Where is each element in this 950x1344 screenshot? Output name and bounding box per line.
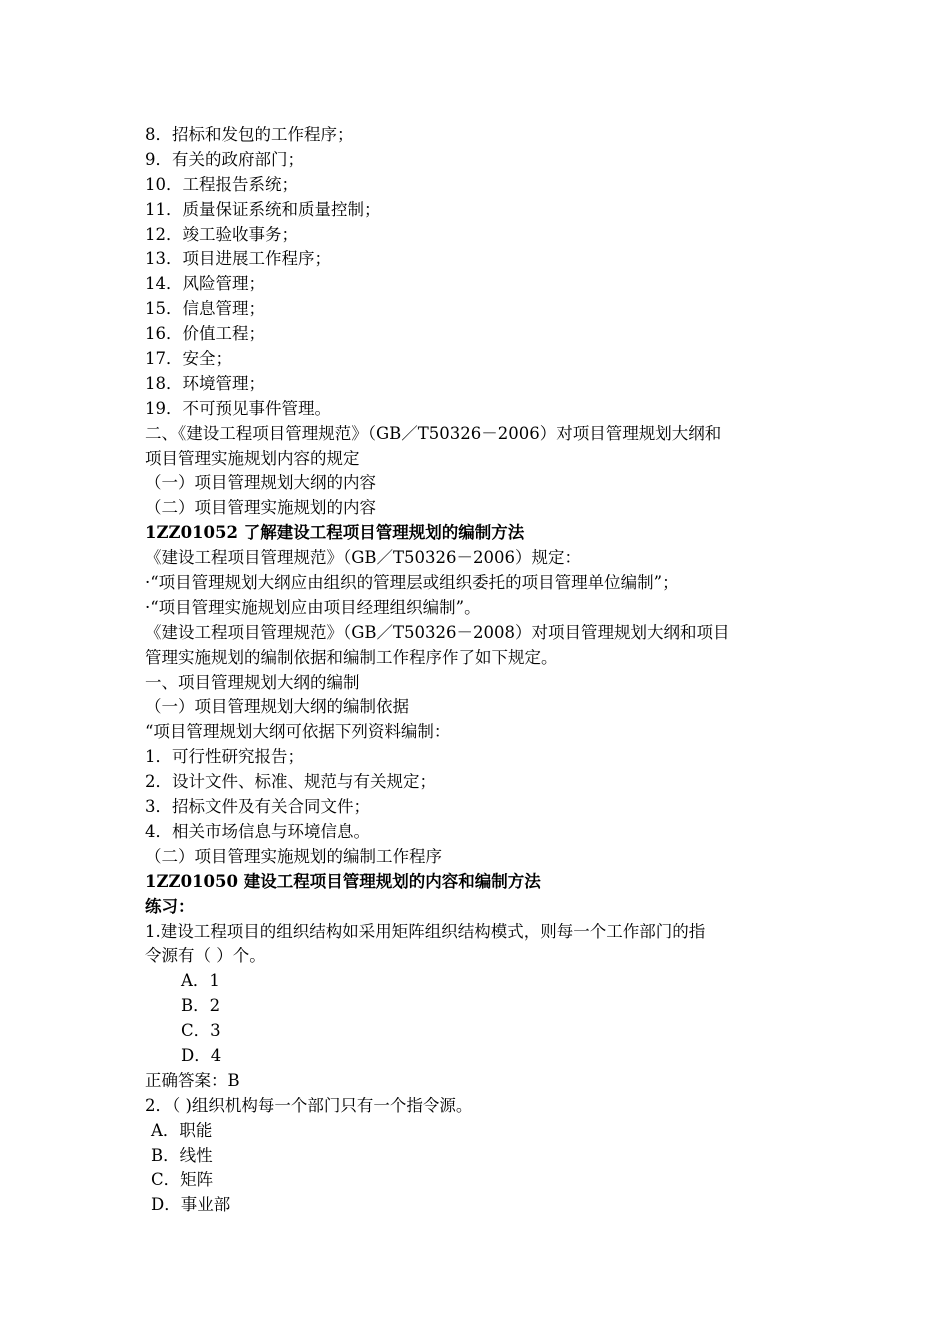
list-item: 18．环境管理； [145, 373, 265, 393]
paragraph: 《建设工程项目管理规范》（GB／T50326－2008）对项目管理规划大纲和项目 [145, 622, 730, 642]
answer-option: C．矩阵 [151, 1170, 214, 1190]
subsection-heading: （一）项目管理规划大纲的编制依据 [145, 697, 409, 717]
subsection-heading: （一）项目管理规划大纲的内容 [145, 473, 376, 493]
question-text: 1.建设工程项目的组织结构如采用矩阵组织结构模式，则每一个工作部门的指 [145, 921, 706, 941]
answer-option: B．线性 [151, 1145, 213, 1165]
answer-option: B．2 [181, 996, 221, 1016]
answer-option: D．事业部 [151, 1195, 231, 1215]
list-item: 14．风险管理； [145, 274, 265, 294]
paragraph: “项目管理规划大纲可依据下列资料编制： [145, 722, 451, 742]
chapter-heading: 1ZZ01050 建设工程项目管理规划的内容和编制方法 [145, 871, 541, 891]
paragraph-cont: 管理实施规划的编制依据和编制工作程序作了如下规定。 [145, 647, 558, 667]
list-item: 12．竣工验收事务； [145, 224, 298, 244]
list-item: 8．招标和发包的工作程序； [145, 125, 354, 144]
section-heading: 二、《建设工程项目管理规范》（GB／T50326－2006）对项目管理规划大纲和 [145, 423, 722, 443]
list-item: 15．信息管理； [145, 299, 265, 319]
answer-option: C．3 [181, 1021, 221, 1041]
document-page [145, 123, 815, 1218]
section-heading-cont: 项目管理实施规划内容的规定 [145, 448, 360, 468]
list-item: 9．有关的政府部门； [145, 149, 304, 169]
subsection-heading: （二）项目管理实施规划的内容 [145, 498, 376, 518]
list-item: 19．不可预见事件管理。 [145, 398, 331, 418]
question-text: 2．（ )组织机构每一个部门只有一个指令源。 [145, 1095, 473, 1115]
list-item: 3．招标文件及有关合同文件； [145, 797, 370, 817]
list-item: 10．工程报告系统； [145, 174, 298, 194]
question-text-cont: 令源有（ ）个。 [145, 946, 266, 966]
subsection-heading: （二）项目管理实施规划的编制工作程序 [145, 846, 442, 866]
answer-option: D．4 [181, 1045, 222, 1065]
correct-answer: 正确答案：B [145, 1070, 240, 1090]
list-item: 17．安全； [145, 349, 232, 369]
list-item: 2．设计文件、标准、规范与有关规定； [145, 772, 436, 792]
answer-option: A．职能 [151, 1120, 213, 1140]
section-heading: 一、项目管理规划大纲的编制 [145, 672, 360, 692]
chapter-heading: 1ZZ01052 了解建设工程项目管理规划的编制方法 [145, 523, 525, 543]
bullet-item: ·“项目管理规划大纲应由组织的管理层或组织委托的项目管理单位编制”； [145, 573, 679, 593]
list-item: 11．质量保证系统和质量控制； [145, 199, 381, 219]
practice-label: 练习： [145, 896, 195, 916]
answer-option: A．1 [181, 971, 220, 991]
list-item: 16．价值工程； [145, 324, 265, 344]
list-item: 13．项目进展工作程序； [145, 249, 331, 269]
list-item: 4．相关市场信息与环境信息。 [145, 821, 370, 841]
list-item: 1．可行性研究报告； [145, 747, 304, 767]
bullet-item: ·“项目管理实施规划应由项目经理组织编制”。 [145, 597, 481, 617]
paragraph: 《建设工程项目管理规范》（GB／T50326－2006）规定： [145, 548, 582, 568]
